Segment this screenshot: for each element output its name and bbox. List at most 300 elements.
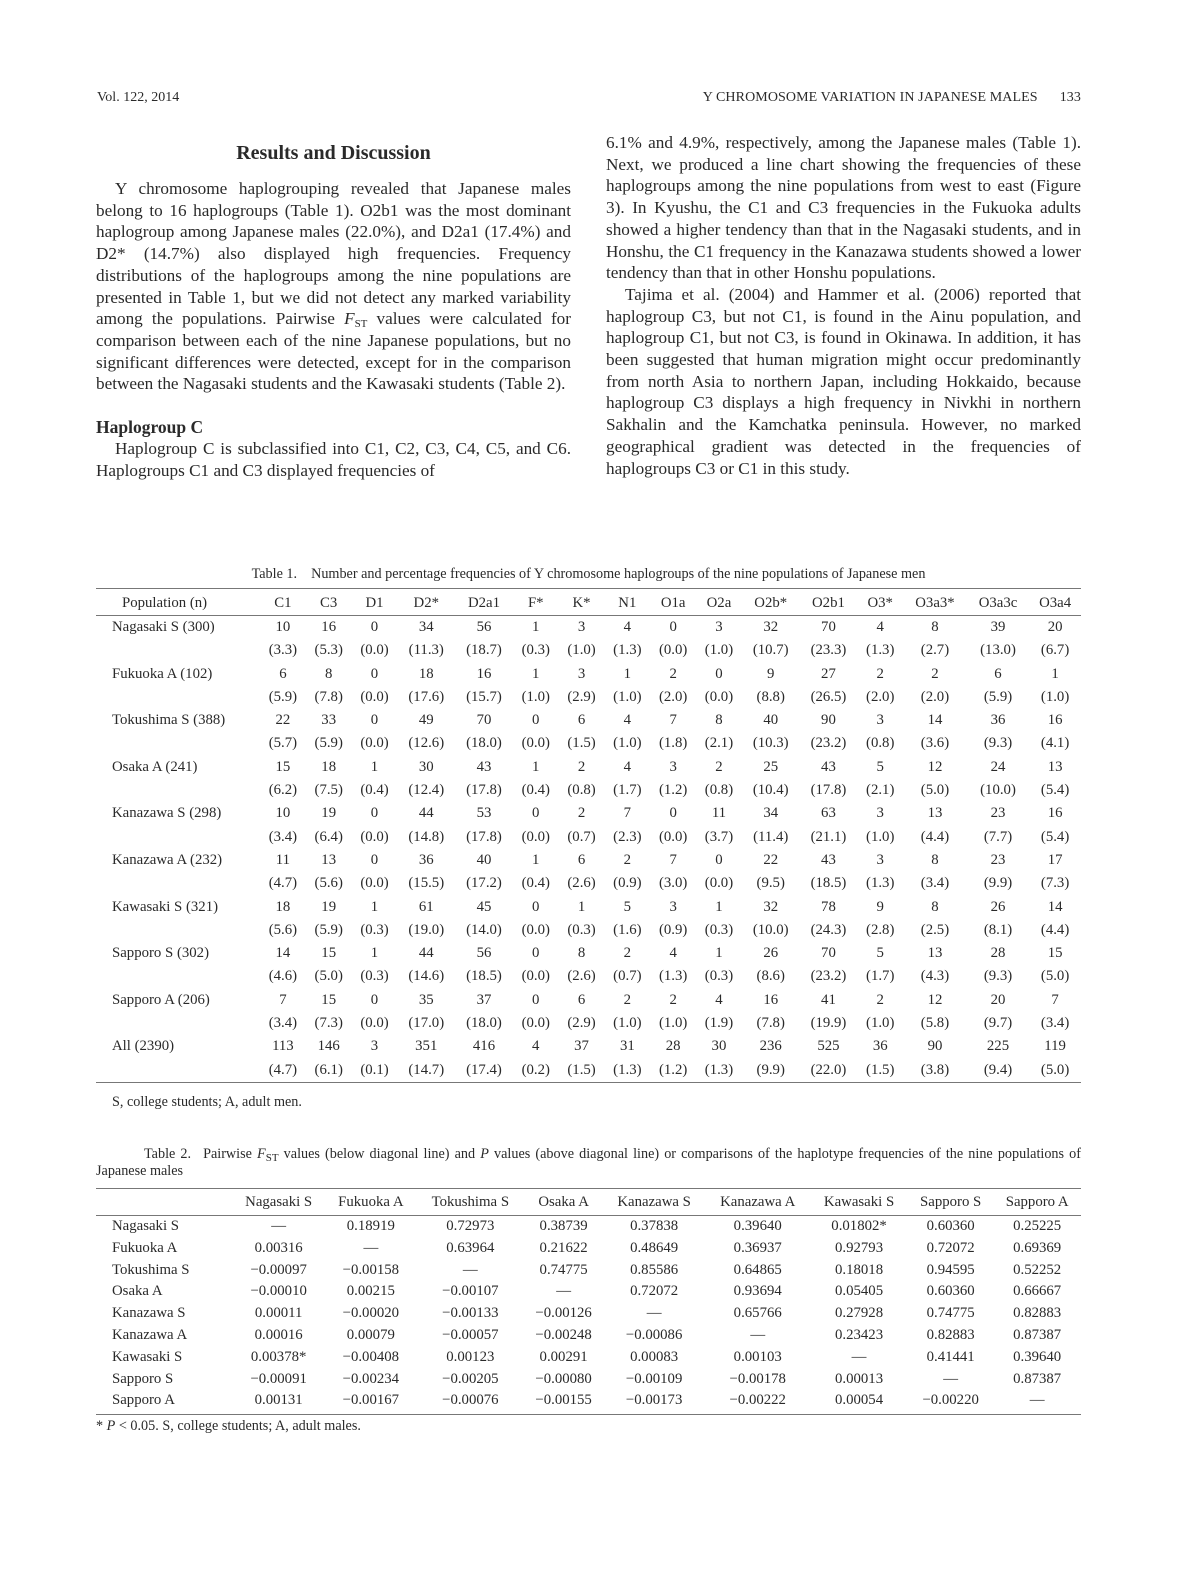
percent-cell: (17.8) — [466, 828, 502, 845]
percent-cell: (17.8) — [810, 782, 847, 799]
count-cell: 1 — [623, 665, 632, 682]
count-cell: 4 — [876, 619, 884, 635]
count-cell: 8 — [324, 665, 333, 682]
count-cell: 15 — [275, 758, 291, 775]
percent-cell: (9.3) — [983, 968, 1013, 985]
population-label: Kawasaki S (321) — [112, 898, 219, 915]
percent-cell: (0.4) — [360, 782, 389, 799]
percent-cell: (7.3) — [314, 1015, 343, 1032]
table-label: Table 1. — [251, 566, 298, 582]
percent-cell: (11.4) — [753, 828, 789, 845]
count-cell: 3 — [876, 805, 884, 822]
table-row-counts — [96, 802, 1081, 825]
count-cell: 3 — [370, 1038, 379, 1055]
fst-value-cell: 0.00316 — [254, 1239, 303, 1256]
percent-cell: (17.4) — [455, 1059, 513, 1083]
percent-cell: (6.4) — [314, 828, 343, 845]
row-label: Sapporo A — [96, 1390, 232, 1414]
population-label: Sapporo A (206) — [112, 991, 210, 1008]
percent-cell: (6.7) — [1040, 642, 1070, 659]
percent-cell: (5.9) — [268, 688, 298, 705]
p-value-cell: 0.82883 — [1013, 1305, 1062, 1322]
percent-cell: (1.7) — [866, 968, 895, 985]
percent-cell: (19.0) — [408, 921, 445, 938]
p-value-cell: 0.38739 — [539, 1218, 588, 1234]
count-cell: 6 — [577, 712, 586, 729]
percent-cell: (9.4) — [967, 1059, 1029, 1083]
percent-cell: (5.4) — [1040, 828, 1070, 845]
percent-cell: (3.4) — [268, 1015, 298, 1032]
percent-cell: (1.0) — [613, 688, 642, 705]
count-cell: 2 — [876, 991, 884, 1008]
percent-cell: (0.3) — [360, 968, 389, 985]
percent-cell: (0.1) — [352, 1059, 398, 1083]
percent-cell: (15.7) — [466, 688, 502, 705]
percent-cell: (0.3) — [521, 642, 550, 659]
count-cell: 43 — [821, 851, 836, 868]
percent-cell: (1.0) — [704, 642, 734, 659]
diagonal-cell: — — [556, 1283, 571, 1300]
count-cell: 16 — [1047, 712, 1063, 729]
percent-cell: (5.6) — [314, 875, 343, 892]
percent-cell: (0.8) — [866, 735, 895, 752]
percent-cell: (4.6) — [268, 968, 298, 985]
fst-value-cell: 0.00013 — [835, 1370, 884, 1387]
percent-cell: (14.8) — [408, 828, 445, 845]
p-value-cell: 0.36937 — [733, 1239, 782, 1256]
population-label: All (2390) — [112, 1038, 175, 1055]
percent-cell: (17.6) — [408, 688, 445, 705]
percent-cell: (1.2) — [650, 1059, 696, 1083]
fst-value-cell: −0.00126 — [535, 1305, 592, 1322]
percent-cell: (2.0) — [658, 688, 688, 705]
table-row — [96, 1281, 1081, 1303]
empty-cell — [96, 965, 260, 988]
count-cell: 1 — [532, 851, 540, 868]
percent-cell: (9.9) — [983, 875, 1013, 892]
percent-cell: (8.6) — [756, 968, 785, 985]
count-cell: 49 — [418, 712, 434, 729]
percent-cell: (0.3) — [704, 968, 734, 985]
row-label: Sapporo S — [112, 1370, 174, 1387]
percent-cell: (5.0) — [314, 968, 343, 985]
count-cell: 4 — [669, 945, 677, 962]
percent-cell: (1.0) — [658, 1015, 688, 1032]
text: Y chromosome haplogrouping revealed that Japanese males belong to 16 haplogroups (Table 1). O2b1 was the most dominant haplogroup among Japanese males (22.0%), and D2a1 (17.4%) and D2* (14.7%) also displayed high frequencies. Frequency distributions of the haplogroups among the nine populations are presented in Table 1, but we did not detect any marked variability among the populations. Pairwise — [96, 179, 571, 329]
count-cell: 22 — [275, 712, 291, 729]
column-header-haplogroup: O2b* — [742, 589, 800, 616]
percent-cell: (4.4) — [1040, 921, 1070, 938]
count-cell: 351 — [415, 1038, 438, 1055]
percent-cell: (6.1) — [306, 1059, 352, 1083]
count-cell: 23 — [990, 851, 1006, 868]
count-cell: 32 — [763, 619, 779, 635]
count-cell: 28 — [665, 1038, 681, 1055]
percent-cell: (5.0) — [1029, 1059, 1081, 1083]
diagonal-cell: — — [363, 1239, 379, 1256]
count-cell: 7 — [279, 991, 287, 1008]
percent-cell: (14.7) — [397, 1059, 455, 1083]
count-cell: 0 — [532, 712, 540, 729]
p-value-cell: 0.25225 — [1013, 1218, 1062, 1234]
count-cell: 36 — [872, 1038, 888, 1055]
table-row-percents — [96, 686, 1081, 709]
count-cell: 3 — [577, 665, 586, 682]
count-cell: 1 — [370, 758, 379, 775]
count-cell: 53 — [476, 805, 492, 822]
fst-value-cell: −0.00010 — [250, 1283, 307, 1300]
count-cell: 1 — [532, 619, 540, 635]
count-cell: 10 — [275, 619, 291, 635]
percent-cell: (0.4) — [521, 875, 550, 892]
count-cell: 37 — [574, 1038, 589, 1055]
percent-cell: (7.7) — [983, 828, 1013, 845]
count-cell: 56 — [476, 619, 492, 635]
count-cell: 27 — [821, 665, 836, 682]
fst-value-cell: −0.00158 — [342, 1261, 400, 1278]
count-cell: 70 — [821, 945, 836, 962]
percent-cell: (4.3) — [920, 968, 950, 985]
p-value-cell: 0.18919 — [346, 1218, 395, 1234]
percent-cell: (4.4) — [920, 828, 950, 845]
percent-cell: (0.0) — [360, 875, 389, 892]
count-cell: 0 — [715, 851, 723, 868]
count-cell: 16 — [763, 991, 779, 1008]
percent-cell: (12.6) — [408, 735, 445, 752]
population-label: Fukuoka A (102) — [112, 665, 213, 682]
fst-value-cell: −0.00167 — [325, 1390, 416, 1414]
column-header-haplogroup: D1 — [352, 589, 398, 616]
column-header-haplogroup: F* — [513, 589, 559, 616]
percent-cell: (0.8) — [704, 782, 734, 799]
count-cell: 2 — [669, 665, 677, 682]
row-label: Kanazawa S — [112, 1305, 186, 1322]
p-value-cell: 0.85586 — [630, 1261, 679, 1278]
p-value-cell: 0.74775 — [539, 1261, 588, 1278]
percent-cell: (23.3) — [810, 642, 847, 659]
p-value-cell: 0.66667 — [1013, 1283, 1062, 1300]
percent-cell: (24.3) — [810, 921, 847, 938]
percent-cell: (5.0) — [1040, 968, 1070, 985]
count-cell: 31 — [619, 1038, 635, 1055]
percent-cell: (2.7) — [920, 642, 950, 659]
percent-cell: (23.2) — [810, 735, 847, 752]
count-cell: 15 — [321, 991, 337, 1008]
fst-value-cell: −0.00173 — [603, 1390, 705, 1414]
percent-cell: (0.4) — [521, 782, 550, 799]
fst-value-cell: 0.00291 — [539, 1348, 588, 1365]
count-cell: 28 — [990, 945, 1006, 962]
percent-cell: (1.0) — [613, 735, 642, 752]
fst-value-cell: −0.00107 — [442, 1283, 499, 1300]
fst-value-cell: 0.00215 — [346, 1283, 395, 1300]
p-value-cell: 0.69369 — [1013, 1239, 1062, 1256]
column-header-haplogroup: O3* — [857, 589, 903, 616]
percent-cell: (0.3) — [360, 921, 389, 938]
percent-cell: (2.0) — [920, 688, 950, 705]
count-cell: 2 — [623, 851, 632, 868]
count-cell: 0 — [370, 851, 379, 868]
fst-value-cell: −0.00222 — [705, 1390, 810, 1414]
p-value-cell: 0.52252 — [1013, 1261, 1062, 1278]
percent-cell: (3.0) — [658, 875, 688, 892]
count-cell: 3 — [876, 712, 884, 729]
count-cell: 13 — [321, 851, 337, 868]
p-value-cell: 0.64865 — [733, 1261, 782, 1278]
table-row-percents — [96, 1059, 1081, 1083]
count-cell: 56 — [476, 945, 492, 962]
population-label: Tokushima S (388) — [112, 712, 226, 729]
p-value-cell: 0.27928 — [835, 1305, 884, 1322]
percent-cell: (13.0) — [980, 642, 1016, 659]
table-row-counts — [96, 849, 1081, 872]
count-cell: 36 — [990, 712, 1006, 729]
count-cell: 0 — [669, 805, 677, 822]
empty-cell — [96, 779, 260, 802]
diagonal-cell: — — [943, 1370, 959, 1387]
count-cell: 19 — [321, 898, 337, 915]
count-cell: 0 — [669, 619, 677, 635]
p-value-cell: 0.37838 — [630, 1218, 679, 1234]
paragraph — [96, 178, 571, 395]
count-cell: 70 — [476, 712, 492, 729]
count-cell: 4 — [623, 712, 632, 729]
count-cell: 41 — [821, 991, 836, 1008]
count-cell: 23 — [990, 805, 1006, 822]
percent-cell: (5.8) — [920, 1015, 950, 1032]
count-cell: 6 — [577, 991, 586, 1008]
count-cell: 34 — [418, 619, 434, 635]
count-cell: 11 — [275, 851, 291, 868]
percent-cell: (1.3) — [696, 1059, 742, 1083]
column-header-haplogroup: O3a3c — [967, 589, 1029, 616]
table-row — [96, 1216, 1081, 1238]
percent-cell: (3.4) — [920, 875, 950, 892]
fst-value-cell: −0.00155 — [524, 1390, 603, 1414]
count-cell: 16 — [1047, 805, 1063, 822]
p-value-cell: 0.21622 — [539, 1239, 588, 1256]
count-cell: 0 — [370, 991, 379, 1008]
column-header-population: Sapporo A — [993, 1189, 1081, 1216]
column-header-haplogroup: C3 — [306, 589, 352, 616]
percent-cell: (5.7) — [268, 735, 298, 752]
percent-cell: (2.1) — [866, 782, 895, 799]
subheading: Haplogroup C — [96, 417, 204, 438]
table-row-counts — [96, 756, 1081, 779]
table-row-percents — [96, 1012, 1081, 1035]
row-label: Kawasaki S — [112, 1348, 183, 1365]
count-cell: 7 — [669, 712, 677, 729]
percent-cell: (18.7) — [466, 642, 502, 659]
count-cell: 14 — [1047, 898, 1063, 915]
fst-value-cell: 0.00378* — [250, 1348, 307, 1365]
percent-cell: (1.0) — [866, 1015, 895, 1032]
count-cell: 63 — [821, 805, 836, 822]
diagonal-cell: — — [993, 1390, 1081, 1414]
percent-cell: (0.3) — [567, 921, 596, 938]
count-cell: 2 — [623, 945, 632, 962]
count-cell: 4 — [623, 619, 632, 635]
empty-cell — [96, 872, 260, 895]
percent-cell: (5.9) — [983, 688, 1013, 705]
population-label: Kanazawa A (232) — [112, 851, 223, 868]
table-row-percents — [96, 826, 1081, 849]
percent-cell: (0.0) — [360, 735, 389, 752]
p-value-cell: 0.74775 — [926, 1305, 975, 1322]
percent-cell: (1.3) — [613, 642, 642, 659]
left-column — [96, 140, 571, 481]
percent-cell: (10.7) — [752, 642, 789, 659]
percent-cell: (0.7) — [567, 828, 596, 845]
table-row — [96, 1238, 1081, 1260]
percent-cell: (1.0) — [521, 688, 550, 705]
text: values were calculated for comparison between each of the nine Japanese populations, but no significant differences were detected, except for in the comparison between the Nagasaki students and the Kawasaki students (Table 2). — [96, 309, 571, 394]
count-cell: 1 — [370, 898, 379, 915]
count-cell: 10 — [275, 805, 291, 822]
count-cell: 2 — [669, 991, 677, 1008]
empty-cell — [96, 826, 260, 849]
percent-cell: (0.0) — [521, 1015, 550, 1032]
fst-value-cell: −0.00097 — [250, 1261, 307, 1278]
count-cell: 17 — [1047, 851, 1063, 868]
count-cell: 9 — [767, 665, 775, 682]
p-value-cell: 0.39640 — [733, 1218, 782, 1234]
count-cell: 4 — [532, 1038, 540, 1055]
percent-cell: (18.0) — [466, 1015, 502, 1032]
percent-cell: (10.3) — [752, 735, 789, 752]
count-cell: 225 — [986, 1038, 1010, 1055]
table1-footnote: S, college students; A, adult men. — [112, 1094, 302, 1110]
fst-value-cell: −0.00020 — [342, 1305, 400, 1322]
fst-value-cell: −0.00248 — [535, 1326, 592, 1343]
count-cell: 24 — [990, 758, 1006, 775]
percent-cell: (1.6) — [613, 921, 642, 938]
count-cell: 7 — [623, 805, 632, 822]
fst-value-cell: −0.00205 — [442, 1370, 499, 1387]
count-cell: 7 — [669, 851, 677, 868]
fst-symbol: F — [257, 1146, 266, 1162]
count-cell: 33 — [321, 712, 337, 729]
fst-value-cell: 0.00054 — [810, 1390, 908, 1414]
percent-cell: (5.3) — [314, 642, 343, 659]
percent-cell: (1.9) — [704, 1015, 734, 1032]
p-value-cell: 0.82883 — [926, 1326, 975, 1343]
column-header-haplogroup: D2a1 — [455, 589, 513, 616]
table-header-row — [96, 1189, 1081, 1216]
count-cell: 18 — [321, 758, 337, 775]
p-value-cell: 0.01802* — [831, 1218, 887, 1234]
row-label: Tokushima S — [112, 1261, 190, 1278]
count-cell: 11 — [711, 805, 727, 822]
row-label: Osaka A — [112, 1283, 163, 1300]
page-number: 133 — [1059, 90, 1081, 105]
percent-cell: (7.8) — [314, 688, 343, 705]
count-cell: 13 — [927, 945, 943, 962]
percent-cell: (11.3) — [408, 642, 444, 659]
percent-cell: (15.5) — [408, 875, 445, 892]
table2-caption — [96, 1146, 1081, 1180]
count-cell: 18 — [275, 898, 291, 915]
p-value-cell: 0.72072 — [926, 1239, 975, 1256]
table1-haplogroup-frequencies — [96, 588, 1081, 1083]
fst-value-cell: −0.00086 — [625, 1326, 683, 1343]
footnote-text: < 0.05. S, college students; A, adult males. — [115, 1418, 361, 1434]
count-cell: 15 — [1047, 945, 1063, 962]
diagonal-cell: — — [750, 1326, 766, 1343]
column-header-haplogroup: K* — [559, 589, 605, 616]
fst-value-cell: 0.00083 — [630, 1348, 679, 1365]
percent-cell: (0.8) — [567, 782, 596, 799]
percent-cell: (17.8) — [466, 782, 502, 799]
count-cell: 19 — [321, 805, 337, 822]
percent-cell: (0.0) — [704, 688, 734, 705]
percent-cell: (7.5) — [314, 782, 343, 799]
count-cell: 2 — [876, 665, 884, 682]
percent-cell: (0.0) — [360, 828, 389, 845]
count-cell: 20 — [1047, 619, 1063, 635]
caption-text: values (below diagonal line) and — [278, 1146, 481, 1162]
caption-text: values (above diagonal line) or comparisons of the haplotype frequencies of the nine populations of Japanese males — [96, 1146, 1081, 1179]
count-cell: 0 — [532, 945, 540, 962]
count-cell: 0 — [370, 619, 379, 635]
table-row-counts — [96, 709, 1081, 732]
percent-cell: (0.3) — [704, 921, 734, 938]
count-cell: 416 — [472, 1038, 496, 1055]
table-row-counts — [96, 616, 1081, 640]
percent-cell: (18.5) — [810, 875, 847, 892]
count-cell: 26 — [763, 945, 779, 962]
percent-cell: (14.0) — [466, 921, 502, 938]
count-cell: 18 — [418, 665, 434, 682]
p-value-cell: 0.87387 — [1013, 1326, 1062, 1343]
column-header-haplogroup: D2* — [397, 589, 455, 616]
count-cell: 2 — [931, 665, 939, 682]
count-cell: 13 — [1047, 758, 1063, 775]
percent-cell: (8.8) — [756, 688, 785, 705]
count-cell: 6 — [994, 665, 1002, 682]
p-value-cell: 0.48649 — [630, 1239, 679, 1256]
column-header-population: Kanazawa S — [603, 1189, 705, 1216]
percent-cell: (1.3) — [658, 968, 688, 985]
fst-value-cell: −0.00408 — [342, 1348, 400, 1365]
paragraph: 6.1% and 4.9%, respectively, among the Japanese males (Table 1). Next, we produced a line chart showing the frequencies of these haplogroups among the nine populations from west to east (Figure 3). In Kyushu, the C1 and C3 frequencies in the Fukuoka adults showed a higher tendency than that in the Nagasaki students, and in Honshu, the C1 frequency in the Kanazawa students showed a lower tendency than that in other Honshu populations. — [606, 133, 1081, 283]
table2-footnote — [96, 1418, 361, 1435]
table-row — [96, 1303, 1081, 1325]
count-cell: 0 — [370, 712, 379, 729]
fst-value-cell: −0.00076 — [416, 1390, 524, 1414]
p-value-cell: 0.60360 — [926, 1283, 975, 1300]
column-header-population: Population (n) — [96, 589, 260, 616]
diagonal-cell: — — [462, 1261, 478, 1278]
fst-value-cell: 0.00103 — [733, 1348, 782, 1365]
percent-cell: (2.0) — [866, 688, 895, 705]
column-header-population: Sapporo S — [908, 1189, 993, 1216]
count-cell: 39 — [990, 619, 1006, 635]
paragraph: Haplogroup C is subclassified into C1, C2, C3, C4, C5, and C6. Haplogroups C1 and C3 displayed frequencies of — [96, 439, 571, 480]
count-cell: 40 — [763, 712, 779, 729]
population-label: Osaka A (241) — [112, 758, 198, 775]
count-cell: 9 — [876, 898, 884, 915]
fst-value-cell: −0.00091 — [250, 1370, 307, 1387]
table-row — [96, 1325, 1081, 1347]
count-cell: 35 — [418, 991, 434, 1008]
row-label: Kanazawa A — [112, 1326, 188, 1343]
right-column — [606, 132, 1081, 479]
table-row — [96, 1260, 1081, 1282]
count-cell: 1 — [532, 758, 540, 775]
column-header-population: Tokushima S — [416, 1189, 524, 1216]
count-cell: 3 — [876, 851, 884, 868]
